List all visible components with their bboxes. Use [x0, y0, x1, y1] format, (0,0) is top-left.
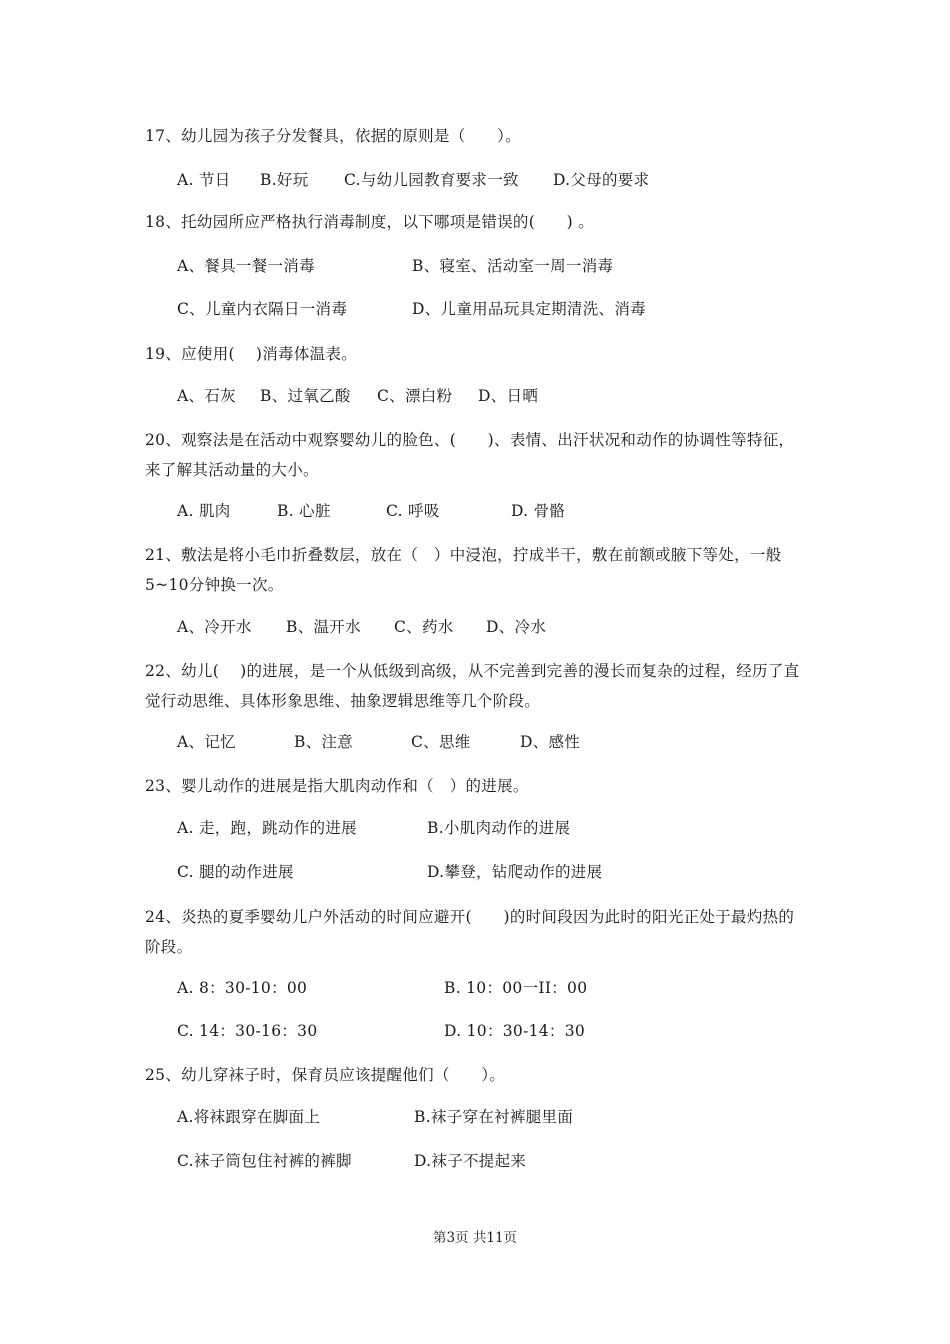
q18-option-d: D、儿童用品玩具定期清洗、消毒	[412, 300, 646, 318]
q21-option-d: D、冷水	[486, 618, 547, 636]
q22-option-b: B、注意	[294, 733, 354, 751]
q25-option-c: C.袜子筒包住衬裤的裤脚	[177, 1152, 352, 1170]
q24-option-a: A. 8：30-10：00	[177, 979, 308, 997]
q22-option-c: C、思维	[411, 733, 471, 751]
question-21: 21、敷法是将小毛巾折叠数层，放在（ ）中浸泡，拧成半干，敷在前额或腋下等处，一般5~10分钟换一次。	[145, 546, 782, 594]
q25-option-d: D.袜子不提起来	[414, 1152, 527, 1170]
q19-option-a: A、石灰	[177, 387, 236, 405]
q18-option-a: A、餐具一餐一消毒	[177, 257, 315, 275]
q23-option-d: D.攀登，钻爬动作的进展	[427, 863, 603, 881]
q24-option-c: C. 14：30-16：30	[177, 1022, 318, 1040]
q23-option-c: C. 腿的动作进展	[177, 863, 294, 881]
question-18: 18、托幼园所应严格执行消毒制度，以下哪项是错误的( ) 。	[145, 213, 595, 231]
q22-option-d: D、感性	[520, 733, 581, 751]
q24-option-b: B. 10：00一II：00	[444, 979, 588, 997]
q20-option-d: D. 骨骼	[511, 502, 566, 520]
q19-option-b: B、过氧乙酸	[260, 387, 351, 405]
q24-option-d: D. 10：30-14：30	[444, 1022, 586, 1040]
q17-option-b: B.好玩	[260, 171, 309, 189]
q21-option-b: B、温开水	[286, 618, 361, 636]
q23-option-b: B.小肌肉动作的进展	[427, 819, 571, 837]
q19-option-d: D、日晒	[478, 387, 539, 405]
question-24: 24、炎热的夏季婴幼儿户外活动的时间应避开( )的时间段因为此时的阳光正处于最灼热的阶段。	[145, 908, 795, 956]
q25-option-b: B.袜子穿在衬裤腿里面	[414, 1108, 574, 1126]
q23-option-a: A. 走，跑，跳动作的进展	[177, 819, 357, 837]
q17-option-d: D.父母的要求	[553, 171, 650, 189]
question-17: 17、幼儿园为孩子分发餐具，依据的原则是（ ）。	[145, 127, 521, 145]
q17-option-c: C.与幼儿园教育要求一致	[344, 171, 519, 189]
q19-option-c: C、漂白粉	[377, 387, 453, 405]
question-23: 23、婴儿动作的进展是指大肌肉动作和（ ）的进展。	[145, 777, 529, 795]
question-20: 20、观察法是在活动中观察婴幼儿的脸色、( )、表情、出汗状况和动作的协调性等特征，来了解其活动量的大小。	[145, 431, 795, 479]
q21-option-a: A、冷开水	[177, 618, 252, 636]
q18-option-c: C、儿童内衣隔日一消毒	[177, 300, 348, 318]
q20-option-b: B. 心脏	[277, 502, 331, 520]
q20-option-a: A. 肌肉	[177, 502, 231, 520]
question-19: 19、应使用( )消毒体温表。	[145, 345, 358, 363]
question-25: 25、幼儿穿袜子时，保育员应该提醒他们（ ）。	[145, 1066, 506, 1084]
question-22: 22、幼儿( )的进展，是一个从低级到高级，从不完善到完善的漫长而复杂的过程，经历了直觉行动思维、具体形象思维、抽象逻辑思维等几个阶段。	[145, 662, 800, 710]
q17-option-a: A. 节日	[177, 171, 231, 189]
page-number-footer: 第3页 共11页	[432, 1230, 518, 1246]
q18-option-b: B、寝室、活动室一周一消毒	[412, 257, 614, 275]
q21-option-c: C、药水	[394, 618, 454, 636]
q25-option-a: A.将袜跟穿在脚面上	[177, 1108, 321, 1126]
q20-option-c: C. 呼吸	[386, 502, 440, 520]
q22-option-a: A、记忆	[177, 733, 236, 751]
